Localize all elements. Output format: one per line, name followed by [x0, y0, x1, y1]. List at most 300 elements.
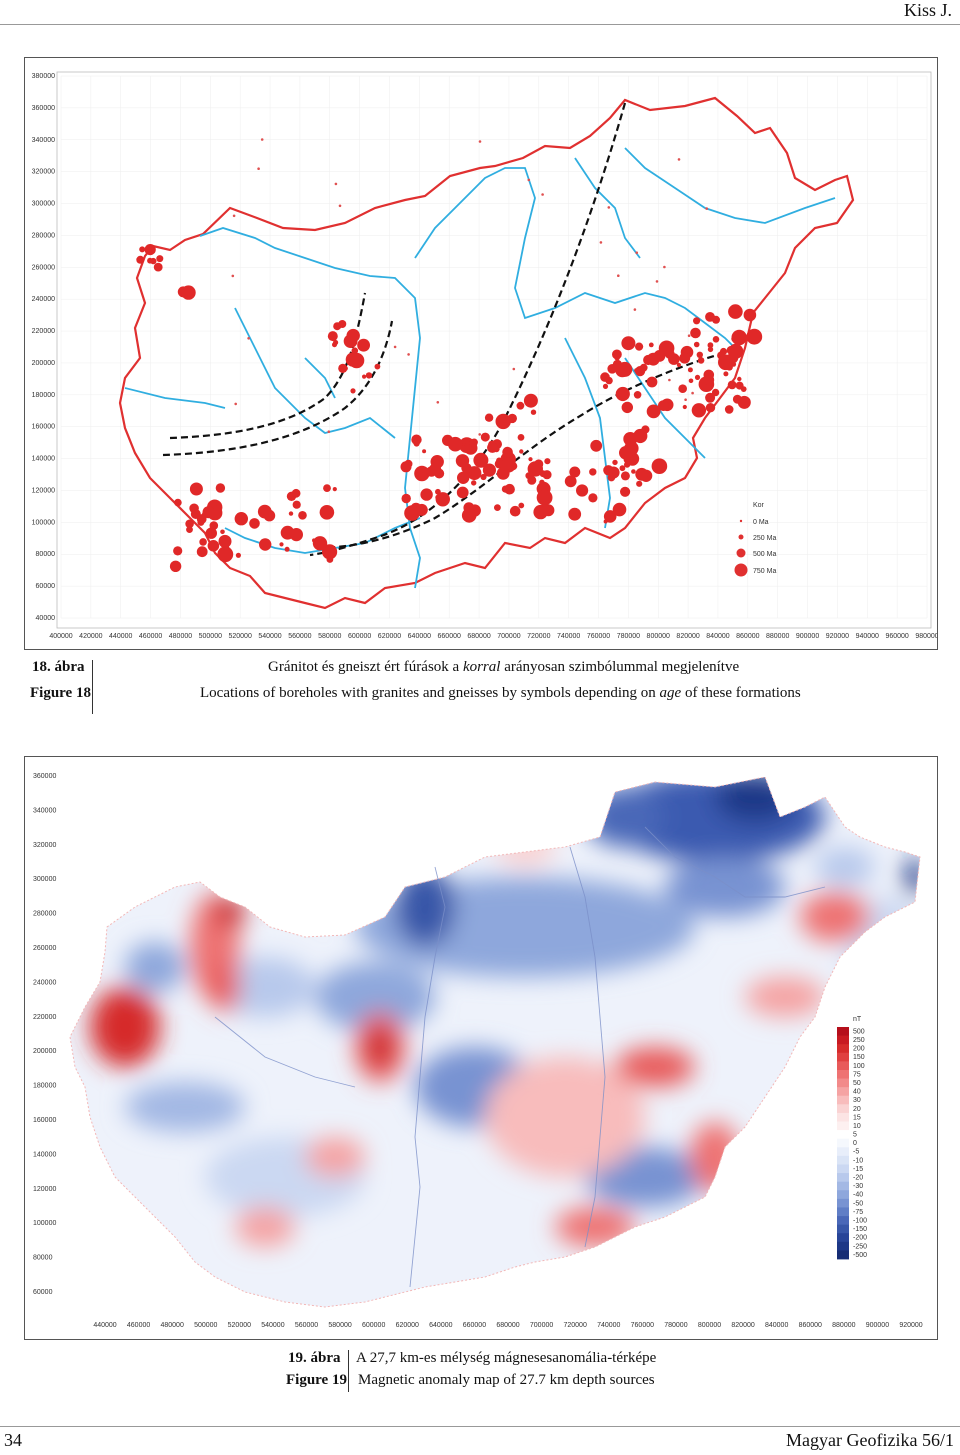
borehole-dot	[279, 542, 283, 546]
borehole-dot	[647, 377, 658, 388]
x-tick-label: 440000	[109, 633, 133, 640]
y-tick-label: 160000	[31, 423, 55, 431]
borehole-dot	[147, 247, 152, 252]
borehole-dot	[590, 440, 602, 452]
borehole-dot	[708, 347, 713, 352]
x-tick-label: 560000	[294, 1322, 319, 1329]
x-tick-label: 720000	[527, 633, 551, 640]
borehole-dot	[589, 468, 596, 475]
colorbar-swatch	[837, 1130, 849, 1139]
borehole-dot	[678, 384, 687, 393]
borehole-dot	[402, 494, 411, 503]
x-tick-label: 420000	[79, 633, 103, 640]
borehole-dot	[588, 493, 597, 502]
borehole-dot	[600, 372, 610, 382]
colorbar-swatch	[837, 1182, 849, 1191]
borehole-dot	[698, 357, 705, 364]
y-tick-label: 120000	[31, 487, 55, 495]
y-tick-label: 320000	[33, 841, 57, 849]
caption-hu-pre: Gránitot és gneiszt ért fúrások a	[268, 659, 463, 675]
legend-item-3: 750 Ma	[753, 568, 777, 575]
borehole-dot	[339, 205, 342, 208]
borehole-dot	[663, 266, 666, 269]
borehole-dot	[643, 355, 653, 365]
colorbar-swatch	[837, 1242, 849, 1251]
figure-18-y-ticks	[32, 73, 55, 622]
borehole-dot	[497, 467, 510, 480]
y-tick-label: 300000	[31, 200, 55, 208]
figure-18-svg	[25, 58, 937, 649]
x-tick-label: 880000	[766, 633, 790, 640]
y-tick-label: 140000	[31, 455, 55, 463]
colorbar-label: -100	[853, 1217, 868, 1225]
x-tick-label: 640000	[429, 1322, 453, 1329]
borehole-dot	[640, 364, 648, 372]
x-tick-label: 780000	[616, 633, 641, 640]
figure-19-caption-rule	[348, 1350, 349, 1392]
borehole-dot	[684, 398, 687, 401]
borehole-dot	[524, 394, 538, 408]
x-tick-label: 860000	[798, 1322, 822, 1329]
y-tick-label: 340000	[31, 136, 55, 144]
borehole-dot	[617, 274, 620, 277]
footer-divider	[0, 1426, 960, 1427]
figure-19-y-ticks	[33, 773, 56, 1296]
caption-en-italic: age	[659, 685, 682, 701]
colorbar-swatch	[837, 1233, 849, 1242]
x-tick-label: 620000	[395, 1322, 419, 1329]
x-tick-label: 960000	[885, 633, 909, 640]
running-header-author: Kiss J.	[903, 0, 952, 20]
borehole-dot	[528, 179, 531, 182]
borehole-dot	[736, 382, 744, 390]
x-tick-label: 580000	[318, 633, 342, 640]
borehole-dot	[481, 433, 490, 442]
figure-19-caption-en: Magnetic anomaly map of 27.7 km depth sources	[358, 1372, 655, 1388]
borehole-dot	[210, 521, 219, 530]
page-number: 34	[4, 1430, 22, 1450]
colorbar-label: -250	[853, 1243, 868, 1251]
borehole-dot	[474, 459, 478, 463]
borehole-dot	[469, 439, 477, 447]
y-tick-label: 200000	[33, 1048, 57, 1056]
borehole-dot	[333, 322, 341, 330]
borehole-dot	[634, 308, 637, 311]
figure-18-caption-rule	[92, 660, 93, 714]
borehole-dot	[479, 140, 482, 143]
borehole-dot	[247, 337, 250, 340]
x-tick-label: 920000	[825, 633, 850, 640]
borehole-dot	[494, 504, 501, 511]
x-tick-label: 840000	[706, 633, 730, 640]
colorbar-swatch	[837, 1079, 849, 1088]
colorbar-label: -200	[853, 1234, 868, 1242]
colorbar-swatch	[837, 1156, 849, 1165]
colorbar-label: -150	[853, 1226, 868, 1234]
y-tick-label: 100000	[33, 1220, 57, 1228]
borehole-dot	[362, 375, 366, 379]
y-tick-label: 380000	[31, 73, 55, 80]
borehole-dot	[723, 371, 728, 376]
borehole-dot	[312, 538, 316, 542]
borehole-dot	[732, 330, 747, 345]
x-tick-label: 860000	[736, 633, 760, 640]
borehole-dot	[624, 462, 630, 468]
borehole-dot	[518, 434, 525, 441]
colorbar-swatch	[837, 1147, 849, 1156]
colorbar-label: 250	[853, 1037, 865, 1045]
figure-18-label-hu: 18. ábra	[32, 659, 85, 675]
y-tick-label: 60000	[35, 583, 55, 591]
figure-19-label-en: Figure 19	[286, 1372, 347, 1388]
borehole-dot	[457, 472, 469, 484]
borehole-dot	[462, 508, 477, 523]
x-tick-label: 760000	[630, 1322, 655, 1329]
borehole-dot	[634, 368, 638, 372]
borehole-dot	[190, 483, 203, 496]
borehole-dot	[414, 440, 420, 446]
borehole-dot	[620, 487, 630, 497]
borehole-dot	[688, 334, 691, 337]
x-tick-label: 740000	[597, 1322, 621, 1329]
borehole-dot	[679, 353, 690, 364]
colorbar-unit: nT	[853, 1016, 862, 1023]
borehole-dot	[478, 433, 481, 436]
borehole-dot	[394, 346, 397, 349]
borehole-dot	[542, 470, 551, 479]
colorbar-label: 10	[853, 1122, 861, 1130]
borehole-dot	[604, 520, 608, 524]
borehole-dot	[635, 251, 638, 254]
colorbar-label: -75	[853, 1208, 864, 1216]
borehole-dot	[281, 526, 295, 540]
colorbar-swatch	[837, 1053, 849, 1062]
x-tick-label: 460000	[138, 633, 163, 640]
borehole-dot	[156, 255, 163, 262]
x-tick-label: 680000	[467, 633, 491, 640]
y-tick-label: 80000	[33, 1254, 53, 1262]
x-tick-label: 800000	[697, 1322, 722, 1329]
figure-19-caption-hu: A 27,7 km-es mélység mágnesesanomália-térképe	[356, 1350, 657, 1366]
colorbar-swatch	[837, 1173, 849, 1182]
borehole-dot	[613, 360, 622, 369]
x-tick-label: 620000	[377, 633, 402, 640]
y-tick-label: 100000	[31, 519, 55, 527]
figure-19-map	[24, 756, 938, 1340]
borehole-dot	[744, 309, 757, 322]
borehole-dot	[621, 336, 635, 350]
colorbar-label: 75	[853, 1071, 861, 1079]
y-tick-label: 220000	[31, 328, 55, 336]
borehole-dot	[328, 430, 331, 433]
borehole-dot	[693, 317, 700, 324]
borehole-dot	[350, 388, 355, 393]
colorbar-label: 40	[853, 1088, 861, 1096]
colorbar-swatch	[837, 1216, 849, 1225]
borehole-dot	[347, 329, 360, 342]
borehole-dot	[513, 368, 516, 371]
x-tick-label: 480000	[160, 1322, 184, 1329]
borehole-dot	[170, 561, 181, 572]
borehole-dot	[420, 488, 432, 500]
caption-en-post: of these formations	[681, 685, 801, 701]
borehole-dot	[689, 379, 694, 384]
borehole-dot	[622, 402, 633, 413]
colorbar-swatch	[837, 1113, 849, 1122]
borehole-dot	[502, 447, 513, 458]
x-tick-label: 580000	[328, 1322, 352, 1329]
borehole-dot	[333, 487, 337, 491]
colorbar-label: 30	[853, 1097, 861, 1105]
borehole-dot	[502, 486, 509, 493]
x-tick-label: 520000	[227, 1322, 252, 1329]
borehole-dot	[634, 391, 642, 399]
colorbar-swatch	[837, 1164, 849, 1173]
borehole-dot	[203, 506, 215, 518]
borehole-dot	[136, 256, 144, 264]
borehole-dot	[635, 343, 643, 351]
figure-18-x-ticks	[49, 633, 937, 640]
borehole-dot	[636, 481, 642, 487]
colorbar-label: 150	[853, 1054, 865, 1062]
borehole-dot	[220, 530, 225, 535]
borehole-dot	[541, 193, 544, 196]
y-tick-label: 360000	[31, 104, 55, 112]
borehole-dot	[695, 375, 700, 380]
borehole-dot	[249, 518, 260, 529]
borehole-dot	[737, 377, 741, 381]
borehole-dot	[178, 286, 189, 297]
y-tick-label: 40000	[35, 615, 55, 622]
borehole-dot	[236, 553, 241, 558]
borehole-dot	[261, 138, 264, 141]
borehole-dot	[531, 410, 536, 415]
colorbar-swatch	[837, 1096, 849, 1105]
colorbar-label: 5	[853, 1131, 857, 1139]
borehole-dot	[694, 342, 700, 348]
colorbar-swatch	[837, 1207, 849, 1216]
y-tick-label: 340000	[33, 807, 57, 815]
borehole-dot	[668, 379, 671, 382]
borehole-dot	[495, 459, 504, 468]
borehole-dot	[614, 355, 620, 361]
borehole-dot	[437, 401, 440, 404]
x-tick-label: 540000	[261, 1322, 285, 1329]
legend-item-1: 250 Ma	[753, 535, 777, 542]
borehole-dot	[544, 458, 550, 464]
y-tick-label: 240000	[31, 296, 55, 304]
y-tick-label: 180000	[31, 391, 55, 399]
borehole-dot	[320, 505, 335, 520]
y-tick-label: 180000	[33, 1082, 57, 1090]
borehole-dot	[313, 536, 327, 550]
x-tick-label: 820000	[676, 633, 700, 640]
borehole-dot	[568, 508, 581, 521]
borehole-dot	[576, 484, 588, 496]
colorbar-label: 50	[853, 1080, 861, 1087]
x-tick-label: 680000	[496, 1322, 520, 1329]
borehole-dot	[235, 512, 248, 525]
header-divider	[0, 24, 960, 25]
borehole-dot	[542, 504, 554, 516]
borehole-dot	[323, 484, 331, 492]
x-tick-label: 700000	[497, 633, 521, 640]
borehole-dot	[528, 457, 532, 461]
borehole-dot	[436, 492, 450, 506]
borehole-dot	[510, 506, 521, 517]
legend-item-2: 500 Ma	[753, 551, 777, 558]
x-tick-label: 700000	[529, 1322, 554, 1329]
borehole-dot	[502, 418, 507, 423]
colorbar-label: -500	[853, 1251, 868, 1259]
borehole-dot	[327, 556, 334, 563]
colorbar-swatch	[837, 1027, 849, 1036]
borehole-dot	[683, 405, 687, 409]
figure-18-map	[24, 57, 938, 650]
borehole-dot	[407, 353, 410, 356]
colorbar-swatch	[837, 1070, 849, 1079]
borehole-dot	[457, 487, 469, 499]
colorbar-label: -10	[853, 1157, 864, 1165]
borehole-dot	[197, 546, 208, 557]
borehole-dot	[224, 545, 229, 550]
borehole-dot	[720, 348, 727, 355]
y-tick-label: 260000	[33, 945, 57, 952]
y-tick-label: 280000	[31, 232, 55, 240]
borehole-dot	[517, 402, 525, 410]
x-tick-label: 900000	[795, 633, 820, 640]
x-tick-label: 940000	[855, 633, 879, 640]
borehole-dot	[678, 158, 681, 161]
x-tick-label: 440000	[93, 1322, 117, 1329]
x-tick-label: 520000	[228, 633, 252, 640]
borehole-dot	[613, 503, 627, 517]
borehole-dot	[208, 540, 220, 552]
borehole-dot	[603, 384, 608, 389]
x-tick-label: 780000	[664, 1322, 688, 1329]
borehole-dot	[139, 246, 145, 252]
colorbar-swatch	[837, 1104, 849, 1113]
y-tick-label: 80000	[35, 551, 55, 559]
legend-item-0: 0 Ma	[753, 519, 769, 526]
figure-18-caption-hu	[268, 659, 739, 676]
y-tick-label: 60000	[33, 1289, 53, 1296]
colorbar-label: -50	[853, 1200, 864, 1208]
borehole-dot	[656, 280, 659, 283]
borehole-dot	[257, 167, 260, 170]
borehole-dot	[691, 392, 694, 395]
borehole-dot	[705, 207, 708, 210]
borehole-dot	[442, 435, 453, 446]
x-tick-label: 820000	[731, 1322, 755, 1329]
x-tick-label: 900000	[865, 1322, 890, 1329]
figure-19-svg	[25, 757, 937, 1339]
figure-18-caption-en	[200, 685, 801, 702]
borehole-dot	[346, 352, 361, 367]
borehole-dot	[652, 458, 668, 474]
y-tick-label: 320000	[31, 168, 55, 176]
y-tick-label: 140000	[33, 1151, 57, 1159]
borehole-dot	[173, 546, 182, 555]
y-tick-label: 200000	[31, 359, 55, 367]
borehole-dot	[706, 403, 715, 412]
legend-title: Kor	[753, 502, 764, 509]
colorbar-label: -5	[853, 1148, 860, 1156]
x-tick-label: 840000	[764, 1322, 789, 1329]
colorbar-label: 100	[853, 1062, 865, 1070]
borehole-dot	[234, 403, 237, 406]
y-tick-label: 160000	[33, 1117, 57, 1124]
borehole-dot	[690, 328, 701, 339]
borehole-dot	[728, 304, 743, 319]
colorbar-label: 0	[853, 1140, 857, 1148]
borehole-dot	[485, 414, 493, 422]
x-tick-label: 800000	[646, 633, 670, 640]
x-tick-label: 660000	[462, 1322, 487, 1329]
borehole-dot	[688, 367, 693, 372]
colorbar-swatch	[837, 1036, 849, 1045]
borehole-dot	[422, 449, 426, 453]
borehole-dot	[635, 468, 648, 481]
borehole-dot	[528, 461, 543, 476]
borehole-dot	[174, 499, 182, 507]
borehole-dot	[565, 475, 577, 487]
x-tick-label: 880000	[832, 1322, 856, 1329]
colorbar-swatch	[837, 1087, 849, 1096]
x-tick-label: 500000	[194, 1322, 218, 1329]
borehole-dot	[649, 343, 654, 348]
borehole-dot	[335, 183, 338, 186]
borehole-dot	[519, 449, 523, 453]
borehole-dot	[431, 455, 444, 468]
borehole-dot	[357, 339, 370, 352]
y-tick-label: 260000	[31, 264, 55, 272]
borehole-dot	[258, 505, 272, 519]
borehole-dot	[352, 347, 359, 354]
colorbar-label: 500	[853, 1028, 865, 1036]
colorbar-swatch	[837, 1061, 849, 1070]
colorbar-swatch	[837, 1225, 849, 1234]
borehole-dot	[692, 403, 706, 417]
y-tick-label: 300000	[33, 876, 57, 884]
borehole-dot	[375, 364, 381, 370]
colorbar-swatch	[837, 1044, 849, 1053]
colorbar-label: -30	[853, 1183, 864, 1191]
borehole-dot	[289, 511, 293, 515]
borehole-dot	[401, 461, 412, 472]
borehole-dot	[471, 480, 476, 485]
x-tick-label: 600000	[361, 1322, 386, 1329]
borehole-dot	[647, 405, 661, 419]
colorbar-swatch	[837, 1122, 849, 1131]
x-tick-label: 600000	[347, 633, 372, 640]
colorbar-swatch	[837, 1190, 849, 1199]
y-tick-label: 280000	[33, 910, 57, 918]
borehole-dot	[728, 381, 737, 390]
y-tick-label: 360000	[33, 773, 57, 780]
borehole-dot	[298, 511, 307, 520]
y-tick-label: 120000	[33, 1185, 57, 1193]
y-tick-label: 220000	[33, 1013, 57, 1021]
borehole-dot	[338, 364, 347, 373]
colorbar-swatch	[837, 1250, 849, 1259]
x-tick-label: 400000	[49, 633, 73, 640]
x-tick-label: 920000	[899, 1322, 923, 1329]
x-tick-label: 720000	[563, 1322, 587, 1329]
borehole-dot	[697, 352, 703, 358]
borehole-dot	[603, 465, 613, 475]
borehole-dot	[150, 258, 156, 264]
